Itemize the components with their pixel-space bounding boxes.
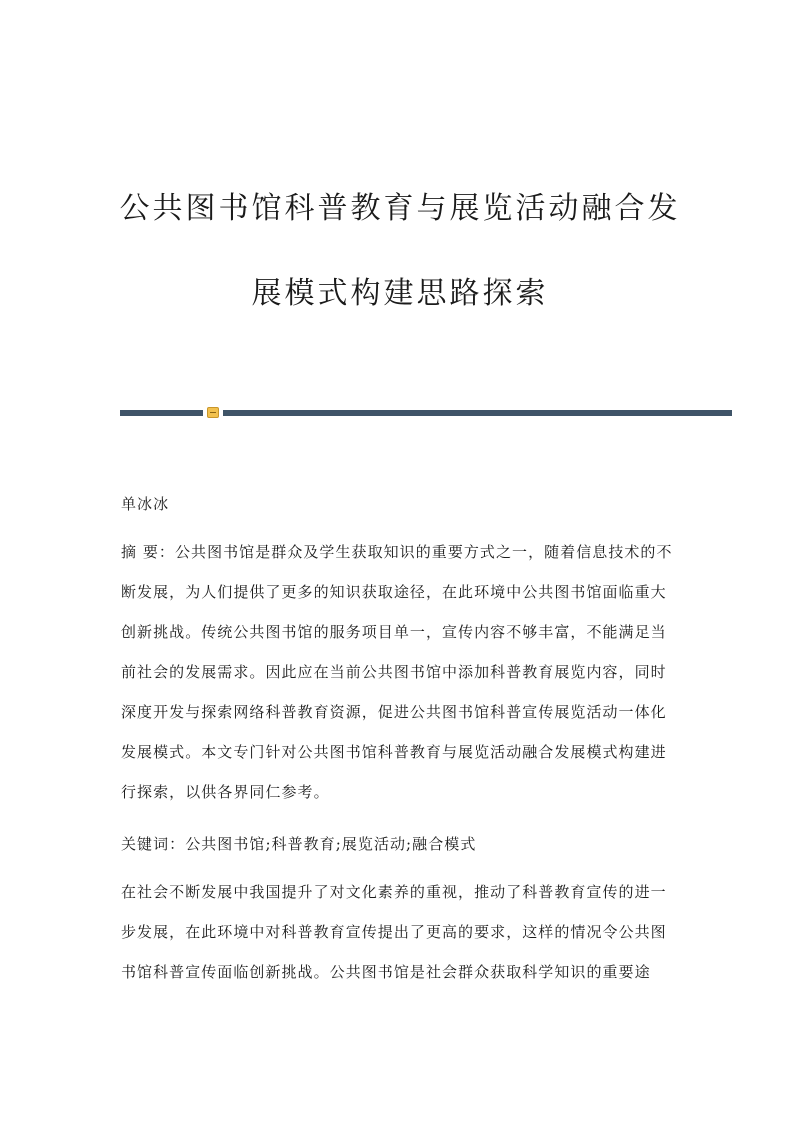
- title-divider: [120, 406, 732, 420]
- abstract-line: 创新挑战。传统公共图书馆的服务项目单一，宣传内容不够丰富，不能满足当: [121, 623, 667, 641]
- abstract-line: 深度开发与探索网络科普教育资源，促进公共图书馆科普宣传展览活动一体化: [121, 703, 667, 721]
- intro-line: 书馆科普宣传面临创新挑战。公共图书馆是社会群众获取科学知识的重要途: [121, 963, 651, 981]
- divider-bar-left: [120, 410, 203, 416]
- abstract-paragraph: [121, 532, 681, 812]
- keywords-line: 关键词：公共图书馆;科普教育;展览活动;融合模式: [121, 835, 477, 853]
- abstract-line: 前社会的发展需求。因此应在当前公共图书馆中添加科普教育展览内容，同时: [121, 663, 667, 681]
- abstract-line: 摘 要：公共图书馆是群众及学生获取知识的重要方式之一，随着信息技术的不: [121, 543, 673, 561]
- intro-line: 在社会不断发展中我国提升了对文化素养的重视，推动了科普教育宣传的进一: [121, 883, 667, 901]
- intro-paragraph: [121, 872, 681, 992]
- divider-badge-icon: [207, 407, 219, 418]
- title-line-1: 公共图书馆科普教育与展览活动融合发: [119, 191, 681, 226]
- abstract-line: 发展模式。本文专门针对公共图书馆科普教育与展览活动融合发展模式构建进: [121, 743, 667, 761]
- title-line-2: 展模式构建思路探索: [251, 276, 549, 311]
- intro-line: 步发展，在此环境中对科普教育宣传提出了更高的要求，这样的情况令公共图: [121, 923, 667, 941]
- abstract-line: 行探索，以供各界同仁参考。: [121, 783, 330, 801]
- author-name: 单冰冰: [121, 495, 170, 513]
- divider-bar-right: [223, 410, 732, 416]
- abstract-line: 断发展，为人们提供了更多的知识获取途径，在此环境中公共图书馆面临重大: [121, 583, 667, 601]
